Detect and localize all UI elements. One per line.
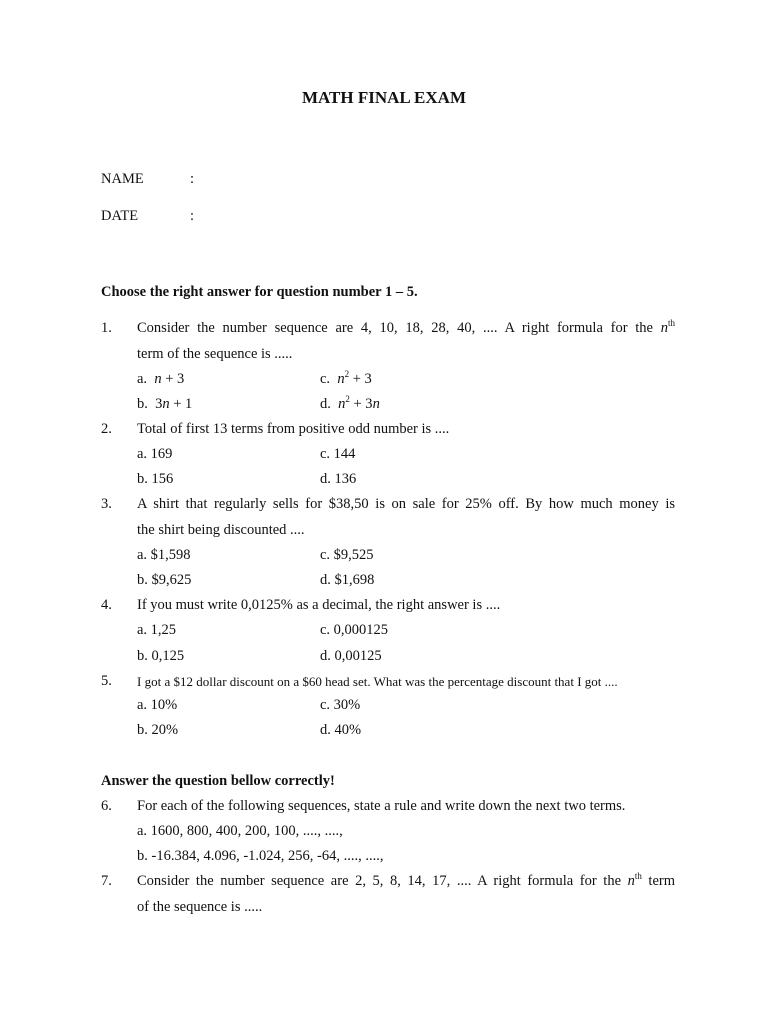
option-a: a. n + 3 [137,371,185,387]
question-4-text: If you must write 0,0125% as a decimal, the right answer is .... [137,597,501,613]
question-number: 3. [101,496,112,512]
section-heading-essay: Answer the question bellow correctly! [101,773,335,789]
question-3-line-1: A shirt that regularly sells for $38,50 is on sale for 25% off. By how much money is [137,496,675,512]
option-b: b. 20% [137,722,179,738]
option-c: c. $9,525 [320,547,374,563]
question-6-part-b: b. -16.384, 4.096, -1.024, 256, -64, ...., ...., [137,848,384,864]
option-a: a. 169 [137,446,173,462]
question-7-line-1: Consider the number sequence are 2, 5, 8, 14, 17, .... A right formula for the $n^{th}$ term [137,871,675,889]
question-number: 1. [101,320,112,336]
name-label: NAME [101,171,144,187]
option-a: a. 10% [137,697,178,713]
option-c: c. $n^2 + 3$ [320,369,372,387]
question-7-line-2: of the sequence is ..... [137,899,263,915]
question-number: 4. [101,597,112,613]
option-b: b. 3n + 1 [137,396,193,412]
option-c: c. 30% [320,697,361,713]
question-5-text: I got a $12 dollar discount on a $60 head set. What was the percentage discount that I got .... [137,674,618,689]
question-3-line-2: the shirt being discounted .... [137,522,305,538]
option-a: a. 1,25 [137,622,177,638]
option-b: b. $9,625 [137,572,192,588]
date-label: DATE [101,208,139,224]
option-b: b. 156 [137,471,174,487]
exam-title: MATH FINAL EXAM [301,88,466,107]
question-6-part-a: a. 1600, 800, 400, 200, 100, ...., ...., [137,823,343,839]
question-number: 7. [101,873,112,889]
question-1-line-2: term of the sequence is ..... [137,346,293,362]
option-a: a. $1,598 [137,547,191,563]
question-number: 6. [101,798,112,814]
option-d: d. 136 [320,471,357,487]
question-number: 2. [101,421,112,437]
option-d: d. $1,698 [320,572,375,588]
section-heading-multiple-choice: Choose the right answer for question number 1 – 5. [101,284,418,300]
option-c: c. 0,000125 [320,622,389,638]
option-d: d. $n^2 + 3n$ [320,394,380,412]
question-6-text: For each of the following sequences, state a rule and write down the next two terms. [137,798,626,814]
option-d: d. 0,00125 [320,648,382,664]
option-d: d. 40% [320,722,362,738]
date-colon: : [190,208,195,224]
question-2-text: Total of first 13 terms from positive odd number is .... [137,421,450,437]
option-b: b. 0,125 [137,648,185,664]
question-number: 5. [101,673,112,689]
option-c: c. 144 [320,446,356,462]
name-colon: : [190,171,195,187]
question-1-line-1: Consider the number sequence are 4, 10, 18, 28, 40, .... A right formula for the $n^{th}$ [137,318,676,336]
